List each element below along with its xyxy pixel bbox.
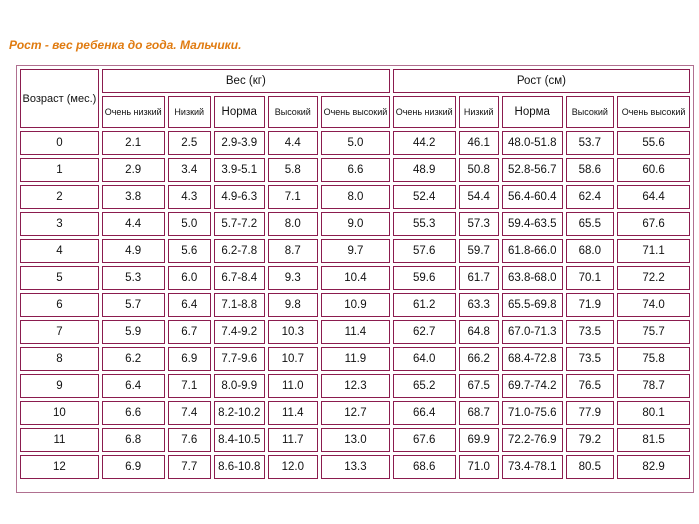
height-high-cell: 77.9 (566, 401, 615, 425)
height-very-low-cell: 66.4 (393, 401, 456, 425)
weight-very-high-cell: 9.7 (321, 239, 390, 263)
height-low-cell: 68.7 (459, 401, 499, 425)
weight-norm-cell: 3.9-5.1 (214, 158, 265, 182)
height-very-low-header: Очень низкий (393, 96, 456, 128)
height-low-cell: 54.4 (459, 185, 499, 209)
height-very-high-cell: 67.6 (617, 212, 690, 236)
weight-norm-cell: 6.2-7.8 (214, 239, 265, 263)
height-high-cell: 53.7 (566, 131, 615, 155)
weight-very-high-cell: 12.3 (321, 374, 390, 398)
height-very-low-cell: 68.6 (393, 455, 456, 479)
weight-high-cell: 11.0 (268, 374, 319, 398)
height-very-low-cell: 62.7 (393, 320, 456, 344)
weight-very-low-cell: 6.8 (102, 428, 165, 452)
weight-high-cell: 7.1 (268, 185, 319, 209)
height-high-cell: 73.5 (566, 347, 615, 371)
weight-high-header: Высокий (268, 96, 319, 128)
height-low-header: Низкий (459, 96, 499, 128)
weight-norm-cell: 4.9-6.3 (214, 185, 265, 209)
weight-high-cell: 11.4 (268, 401, 319, 425)
weight-high-cell: 8.0 (268, 212, 319, 236)
table-body (20, 131, 690, 479)
age-cell: 5 (20, 266, 99, 290)
height-high-cell: 79.2 (566, 428, 615, 452)
height-very-high-cell: 80.1 (617, 401, 690, 425)
height-very-low-cell: 55.3 (393, 212, 456, 236)
height-high-cell: 71.9 (566, 293, 615, 317)
weight-very-high-cell: 6.6 (321, 158, 390, 182)
height-norm-cell: 71.0-75.6 (502, 401, 563, 425)
height-low-cell: 50.8 (459, 158, 499, 182)
height-norm-cell: 68.4-72.8 (502, 347, 563, 371)
height-low-cell: 61.7 (459, 266, 499, 290)
height-very-high-cell: 82.9 (617, 455, 690, 479)
weight-very-low-cell: 5.9 (102, 320, 165, 344)
weight-low-cell: 5.6 (168, 239, 211, 263)
weight-norm-cell: 7.7-9.6 (214, 347, 265, 371)
height-high-cell: 58.6 (566, 158, 615, 182)
weight-very-high-cell: 13.3 (321, 455, 390, 479)
table-row (20, 131, 690, 155)
weight-very-high-cell: 11.4 (321, 320, 390, 344)
weight-very-high-cell: 10.9 (321, 293, 390, 317)
age-cell: 10 (20, 401, 99, 425)
weight-very-low-cell: 5.3 (102, 266, 165, 290)
height-high-cell: 76.5 (566, 374, 615, 398)
table-row (20, 239, 690, 263)
weight-norm-header: Норма (214, 96, 265, 128)
weight-low-cell: 6.7 (168, 320, 211, 344)
table-row (20, 428, 690, 452)
weight-high-cell: 9.3 (268, 266, 319, 290)
weight-very-low-cell: 3.8 (102, 185, 165, 209)
height-norm-cell: 67.0-71.3 (502, 320, 563, 344)
height-high-cell: 62.4 (566, 185, 615, 209)
height-very-low-cell: 52.4 (393, 185, 456, 209)
height-low-cell: 64.8 (459, 320, 499, 344)
weight-low-cell: 6.9 (168, 347, 211, 371)
age-cell: 9 (20, 374, 99, 398)
weight-high-cell: 9.8 (268, 293, 319, 317)
height-norm-cell: 61.8-66.0 (502, 239, 563, 263)
height-very-low-cell: 64.0 (393, 347, 456, 371)
weight-very-low-cell: 6.9 (102, 455, 165, 479)
height-norm-cell: 59.4-63.5 (502, 212, 563, 236)
table-row (20, 374, 690, 398)
weight-very-low-cell: 5.7 (102, 293, 165, 317)
age-column-header: Возраст (мес.) (20, 69, 99, 128)
growth-table-frame (16, 65, 694, 493)
height-low-cell: 71.0 (459, 455, 499, 479)
growth-weight-table (17, 66, 693, 482)
table-row (20, 185, 690, 209)
height-high-header: Высокий (566, 96, 615, 128)
weight-very-low-header: Очень низкий (102, 96, 165, 128)
weight-very-high-cell: 9.0 (321, 212, 390, 236)
height-low-cell: 63.3 (459, 293, 499, 317)
height-very-low-cell: 57.6 (393, 239, 456, 263)
weight-very-high-cell: 11.9 (321, 347, 390, 371)
weight-norm-cell: 2.9-3.9 (214, 131, 265, 155)
age-cell: 12 (20, 455, 99, 479)
height-very-high-cell: 55.6 (617, 131, 690, 155)
height-low-cell: 66.2 (459, 347, 499, 371)
weight-low-header: Низкий (168, 96, 211, 128)
weight-low-cell: 2.5 (168, 131, 211, 155)
weight-low-cell: 3.4 (168, 158, 211, 182)
height-norm-cell: 56.4-60.4 (502, 185, 563, 209)
age-cell: 3 (20, 212, 99, 236)
weight-low-cell: 7.1 (168, 374, 211, 398)
age-cell: 8 (20, 347, 99, 371)
height-norm-cell: 69.7-74.2 (502, 374, 563, 398)
age-cell: 1 (20, 158, 99, 182)
weight-high-cell: 8.7 (268, 239, 319, 263)
table-row (20, 347, 690, 371)
height-very-high-cell: 81.5 (617, 428, 690, 452)
weight-high-cell: 11.7 (268, 428, 319, 452)
weight-norm-cell: 8.0-9.9 (214, 374, 265, 398)
page-title: Рост - вес ребенка до года. Мальчики. (9, 38, 242, 52)
weight-very-high-cell: 10.4 (321, 266, 390, 290)
weight-group-header: Вес (кг) (102, 69, 390, 93)
height-norm-cell: 65.5-69.8 (502, 293, 563, 317)
weight-very-low-cell: 6.2 (102, 347, 165, 371)
age-cell: 2 (20, 185, 99, 209)
height-very-low-cell: 48.9 (393, 158, 456, 182)
weight-norm-cell: 7.4-9.2 (214, 320, 265, 344)
height-high-cell: 80.5 (566, 455, 615, 479)
height-high-cell: 65.5 (566, 212, 615, 236)
weight-norm-cell: 6.7-8.4 (214, 266, 265, 290)
weight-high-cell: 10.3 (268, 320, 319, 344)
table-row (20, 158, 690, 182)
height-very-low-cell: 67.6 (393, 428, 456, 452)
weight-low-cell: 6.4 (168, 293, 211, 317)
weight-very-low-cell: 4.9 (102, 239, 165, 263)
table-row (20, 401, 690, 425)
height-very-high-cell: 71.1 (617, 239, 690, 263)
age-cell: 0 (20, 131, 99, 155)
weight-norm-cell: 8.6-10.8 (214, 455, 265, 479)
height-low-cell: 46.1 (459, 131, 499, 155)
weight-norm-cell: 8.4-10.5 (214, 428, 265, 452)
weight-very-low-cell: 2.1 (102, 131, 165, 155)
table-row (20, 212, 690, 236)
height-norm-cell: 63.8-68.0 (502, 266, 563, 290)
height-low-cell: 69.9 (459, 428, 499, 452)
height-high-cell: 68.0 (566, 239, 615, 263)
height-very-low-cell: 59.6 (393, 266, 456, 290)
height-very-high-cell: 74.0 (617, 293, 690, 317)
weight-low-cell: 7.7 (168, 455, 211, 479)
weight-very-high-cell: 13.0 (321, 428, 390, 452)
weight-very-low-cell: 2.9 (102, 158, 165, 182)
table-row (20, 293, 690, 317)
weight-high-cell: 4.4 (268, 131, 319, 155)
weight-low-cell: 4.3 (168, 185, 211, 209)
weight-very-low-cell: 6.6 (102, 401, 165, 425)
height-high-cell: 70.1 (566, 266, 615, 290)
height-norm-header: Норма (502, 96, 563, 128)
age-cell: 7 (20, 320, 99, 344)
height-very-high-cell: 60.6 (617, 158, 690, 182)
weight-very-high-cell: 5.0 (321, 131, 390, 155)
height-norm-cell: 72.2-76.9 (502, 428, 563, 452)
height-group-header: Рост (см) (393, 69, 690, 93)
height-very-high-cell: 78.7 (617, 374, 690, 398)
weight-norm-cell: 7.1-8.8 (214, 293, 265, 317)
weight-low-cell: 7.4 (168, 401, 211, 425)
height-high-cell: 73.5 (566, 320, 615, 344)
weight-low-cell: 7.6 (168, 428, 211, 452)
height-norm-cell: 48.0-51.8 (502, 131, 563, 155)
weight-low-cell: 6.0 (168, 266, 211, 290)
height-low-cell: 67.5 (459, 374, 499, 398)
height-very-high-cell: 75.7 (617, 320, 690, 344)
weight-high-cell: 12.0 (268, 455, 319, 479)
weight-very-high-cell: 12.7 (321, 401, 390, 425)
height-very-low-cell: 44.2 (393, 131, 456, 155)
weight-low-cell: 5.0 (168, 212, 211, 236)
weight-high-cell: 5.8 (268, 158, 319, 182)
weight-norm-cell: 5.7-7.2 (214, 212, 265, 236)
weight-high-cell: 10.7 (268, 347, 319, 371)
height-very-high-header: Очень высокий (617, 96, 690, 128)
weight-very-high-cell: 8.0 (321, 185, 390, 209)
height-very-low-cell: 65.2 (393, 374, 456, 398)
age-cell: 4 (20, 239, 99, 263)
age-cell: 11 (20, 428, 99, 452)
height-very-low-cell: 61.2 (393, 293, 456, 317)
weight-very-low-cell: 4.4 (102, 212, 165, 236)
height-very-high-cell: 72.2 (617, 266, 690, 290)
weight-very-high-header: Очень высокий (321, 96, 390, 128)
height-norm-cell: 73.4-78.1 (502, 455, 563, 479)
table-row (20, 455, 690, 479)
height-low-cell: 57.3 (459, 212, 499, 236)
table-row (20, 320, 690, 344)
height-very-high-cell: 75.8 (617, 347, 690, 371)
height-low-cell: 59.7 (459, 239, 499, 263)
table-row (20, 266, 690, 290)
height-norm-cell: 52.8-56.7 (502, 158, 563, 182)
age-cell: 6 (20, 293, 99, 317)
weight-norm-cell: 8.2-10.2 (214, 401, 265, 425)
weight-very-low-cell: 6.4 (102, 374, 165, 398)
height-very-high-cell: 64.4 (617, 185, 690, 209)
